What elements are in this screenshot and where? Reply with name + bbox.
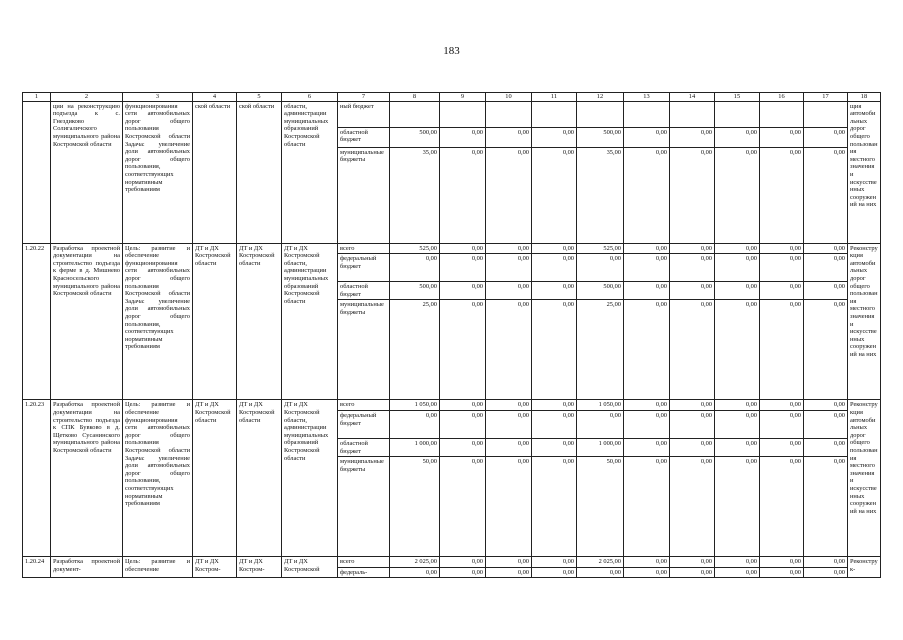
amount-cell: 0,00 [486, 243, 532, 254]
amount-cell: 0,00 [486, 557, 532, 568]
amount-cell: 500,00 [577, 282, 624, 300]
amount-cell: 1 050,00 [390, 400, 440, 411]
amount-cell: 0,00 [532, 567, 577, 578]
amount-cell: 0,00 [804, 147, 848, 243]
responsible-cell: ДТ и ДХ Костромской области [193, 400, 237, 557]
goal-task-cell: Цель: развитие и обеспечение функционирования сети автомобильных дорог общего пользования Костромской области Задача: увеличение доли автомобильных дорог общего пользования, соответствующих нормативным требованиям [123, 400, 193, 557]
amount-cell: 0,00 [715, 282, 760, 300]
amount-cell: 500,00 [390, 127, 440, 147]
table-row [23, 557, 881, 568]
column-number-18: 18 [848, 93, 881, 102]
column-number-9: 9 [440, 93, 486, 102]
funding-source-cell: областной бюджет [338, 282, 390, 300]
amount-cell: 0,00 [760, 400, 804, 411]
amount-cell: 0,00 [486, 147, 532, 243]
amount-cell: 0,00 [715, 557, 760, 568]
amount-cell: 0,00 [486, 282, 532, 300]
funding-source-cell: всего [338, 557, 390, 568]
recipient-cell: ДТ и ДХ Костромской области, администрации муниципальных образований Костромской области [282, 243, 338, 400]
amount-cell: 0,00 [440, 567, 486, 578]
amount-cell: 0,00 [486, 127, 532, 147]
amount-cell [804, 101, 848, 127]
column-number-15: 15 [715, 93, 760, 102]
amount-cell: 1 050,00 [577, 400, 624, 411]
amount-cell: 0,00 [760, 254, 804, 282]
amount-cell: 0,00 [760, 567, 804, 578]
amount-cell: 0,00 [804, 243, 848, 254]
item-number-cell: 1.20.24 [23, 557, 51, 578]
amount-cell: 0,00 [760, 557, 804, 568]
item-number-cell: 1.20.23 [23, 400, 51, 557]
funding-source-cell: муниципальные бюджеты [338, 147, 390, 243]
goal-task-cell: Цель: развитие и обеспечение функционирования сети автомобильных дорог общего пользования Костромской области Задача: увеличение доли автомобильных дорог общего пользования, соответствующих нормативным требованиям [123, 243, 193, 400]
amount-cell: 0,00 [670, 127, 715, 147]
amount-cell: 0,00 [440, 400, 486, 411]
column-number-7: 7 [338, 93, 390, 102]
result-cell: Реконструк- [848, 557, 881, 578]
funding-source-cell: муниципальные бюджеты [338, 457, 390, 557]
amount-cell: 0,00 [486, 457, 532, 557]
column-number-12: 12 [577, 93, 624, 102]
amount-cell: 0,00 [440, 457, 486, 557]
executor-cell: ской области [237, 101, 282, 243]
column-number-5: 5 [237, 93, 282, 102]
program-activities-table [22, 92, 881, 578]
amount-cell: 0,00 [760, 147, 804, 243]
column-number-6: 6 [282, 93, 338, 102]
amount-cell: 0,00 [624, 410, 670, 438]
funding-source-cell: областной бюджет [338, 127, 390, 147]
funding-source-cell: федеральный бюджет [338, 410, 390, 438]
activity-name-cell: Разработка проектной документации на строительство подъезда к ферме в д. Мишнево Красносельского муниципального района Костромской области [51, 243, 123, 400]
item-number-cell: 1.20.22 [23, 243, 51, 400]
amount-cell: 0,00 [532, 557, 577, 568]
amount-cell: 0,00 [624, 300, 670, 400]
amount-cell: 0,00 [624, 282, 670, 300]
amount-cell: 0,00 [715, 147, 760, 243]
amount-cell: 0,00 [670, 557, 715, 568]
amount-cell: 50,00 [577, 457, 624, 557]
amount-cell: 0,00 [440, 282, 486, 300]
column-number-11: 11 [532, 93, 577, 102]
amount-cell: 0,00 [486, 254, 532, 282]
amount-cell: 0,00 [760, 438, 804, 456]
amount-cell: 0,00 [670, 438, 715, 456]
column-number-8: 8 [390, 93, 440, 102]
amount-cell: 0,00 [715, 457, 760, 557]
amount-cell: 0,00 [715, 300, 760, 400]
amount-cell: 0,00 [532, 254, 577, 282]
amount-cell: 0,00 [440, 243, 486, 254]
continuation-row [23, 101, 881, 127]
amount-cell: 0,00 [760, 410, 804, 438]
funding-source-cell: муниципальные бюджеты [338, 300, 390, 400]
recipient-cell: ДТ и ДХ Костромской [282, 557, 338, 578]
amount-cell: 0,00 [670, 300, 715, 400]
amount-cell: 0,00 [624, 243, 670, 254]
amount-cell: 0,00 [532, 438, 577, 456]
result-cell: щия автомобильных дорог общего пользования местного значения и искусственных сооружений на них [848, 101, 881, 243]
amount-cell: 0,00 [804, 457, 848, 557]
amount-cell: 2 025,00 [577, 557, 624, 568]
amount-cell: 0,00 [804, 254, 848, 282]
executor-cell: ДТ и ДХ Костромской области [237, 243, 282, 400]
amount-cell: 0,00 [486, 567, 532, 578]
amount-cell: 0,00 [532, 457, 577, 557]
amount-cell [624, 101, 670, 127]
amount-cell: 0,00 [486, 300, 532, 400]
amount-cell: 0,00 [577, 254, 624, 282]
amount-cell: 0,00 [486, 438, 532, 456]
amount-cell: 0,00 [760, 243, 804, 254]
result-cell: Реконструкция автомобильных дорог общего пользования местного значения и искусственных сооружений на них [848, 400, 881, 557]
responsible-cell: ДТ и ДХ Костромской области [193, 243, 237, 400]
responsible-cell: ДТ и ДХ Костром- [193, 557, 237, 578]
executor-cell: ДТ и ДХ Костром- [237, 557, 282, 578]
amount-cell: 0,00 [804, 438, 848, 456]
amount-cell [715, 101, 760, 127]
amount-cell: 1 000,00 [577, 438, 624, 456]
funding-source-cell: федеральный бюджет [338, 254, 390, 282]
amount-cell: 0,00 [715, 410, 760, 438]
page-number: 183 [443, 45, 460, 57]
amount-cell: 0,00 [532, 127, 577, 147]
amount-cell [390, 101, 440, 127]
column-number-16: 16 [760, 93, 804, 102]
table-row [23, 243, 881, 254]
amount-cell: 0,00 [760, 457, 804, 557]
amount-cell [670, 101, 715, 127]
amount-cell: 25,00 [577, 300, 624, 400]
amount-cell: 1 000,00 [390, 438, 440, 456]
amount-cell: 0,00 [440, 127, 486, 147]
amount-cell: 0,00 [577, 410, 624, 438]
amount-cell: 525,00 [577, 243, 624, 254]
amount-cell [532, 101, 577, 127]
column-number-10: 10 [486, 93, 532, 102]
amount-cell: 25,00 [390, 300, 440, 400]
amount-cell: 0,00 [390, 254, 440, 282]
amount-cell: 0,00 [715, 438, 760, 456]
column-number-row [23, 93, 881, 102]
amount-cell: 500,00 [390, 282, 440, 300]
amount-cell: 0,00 [440, 557, 486, 568]
amount-cell: 0,00 [440, 300, 486, 400]
amount-cell: 35,00 [390, 147, 440, 243]
amount-cell: 0,00 [532, 243, 577, 254]
amount-cell: 0,00 [804, 557, 848, 568]
amount-cell: 525,00 [390, 243, 440, 254]
funding-source-cell: областной бюджет [338, 438, 390, 456]
amount-cell: 0,00 [670, 457, 715, 557]
amount-cell: 0,00 [624, 127, 670, 147]
amount-cell: 0,00 [670, 567, 715, 578]
amount-cell: 0,00 [390, 410, 440, 438]
table-row [23, 400, 881, 411]
amount-cell: 0,00 [804, 567, 848, 578]
amount-cell: 0,00 [440, 254, 486, 282]
amount-cell: 0,00 [670, 282, 715, 300]
amount-cell: 500,00 [577, 127, 624, 147]
amount-cell: 0,00 [624, 557, 670, 568]
amount-cell: 0,00 [440, 438, 486, 456]
activity-name-cell: Разработка проектной документ- [51, 557, 123, 578]
amount-cell: 35,00 [577, 147, 624, 243]
column-number-14: 14 [670, 93, 715, 102]
column-number-13: 13 [624, 93, 670, 102]
amount-cell: 0,00 [486, 410, 532, 438]
amount-cell [760, 101, 804, 127]
amount-cell: 0,00 [532, 282, 577, 300]
amount-cell: 0,00 [532, 147, 577, 243]
executor-cell: ДТ и ДХ Костромской области [237, 400, 282, 557]
amount-cell: 0,00 [804, 282, 848, 300]
amount-cell: 0,00 [624, 400, 670, 411]
amount-cell: 0,00 [532, 300, 577, 400]
recipient-cell: области, администрации муниципальных образований Костромской области [282, 101, 338, 243]
amount-cell: 0,00 [804, 300, 848, 400]
amount-cell: 0,00 [440, 147, 486, 243]
amount-cell: 0,00 [624, 457, 670, 557]
funding-source-cell: всего [338, 400, 390, 411]
amount-cell: 0,00 [715, 254, 760, 282]
amount-cell [440, 101, 486, 127]
amount-cell: 0,00 [670, 254, 715, 282]
amount-cell: 0,00 [804, 127, 848, 147]
amount-cell: 0,00 [390, 567, 440, 578]
amount-cell: 0,00 [486, 400, 532, 411]
result-cell: Реконструкция автомобильных дорог общего пользования местного значения и искусственных сооружений на них [848, 243, 881, 400]
column-number-17: 17 [804, 93, 848, 102]
amount-cell: 0,00 [715, 243, 760, 254]
funding-source-cell: ный бюджет [338, 101, 390, 127]
responsible-cell: ской области [193, 101, 237, 243]
amount-cell: 0,00 [624, 438, 670, 456]
goal-task-cell: Цель: развитие и обеспечение [123, 557, 193, 578]
amount-cell: 0,00 [715, 567, 760, 578]
column-number-1: 1 [23, 93, 51, 102]
amount-cell: 0,00 [440, 410, 486, 438]
amount-cell: 0,00 [804, 410, 848, 438]
amount-cell [577, 101, 624, 127]
column-number-4: 4 [193, 93, 237, 102]
recipient-cell: ДТ и ДХ Костромской области, администрации муниципальных образований Костромской области [282, 400, 338, 557]
amount-cell: 0,00 [760, 127, 804, 147]
amount-cell: 0,00 [760, 282, 804, 300]
amount-cell: 50,00 [390, 457, 440, 557]
goal-task-cell: функционирования сети автомобильных дорог общего пользования Костромской области Задача: увеличение доли автомобильных дорог общего пользования, соответствующих нормативным требованиям [123, 101, 193, 243]
amount-cell: 0,00 [532, 410, 577, 438]
activity-name-cell: ции на реконструкцию подъезда к с. Гнездиково Солигаличского муниципального района Костромской области [51, 101, 123, 243]
amount-cell: 0,00 [624, 147, 670, 243]
column-number-2: 2 [51, 93, 123, 102]
funding-source-cell: федераль- [338, 567, 390, 578]
amount-cell: 0,00 [670, 147, 715, 243]
amount-cell: 0,00 [670, 243, 715, 254]
amount-cell: 0,00 [804, 400, 848, 411]
amount-cell: 0,00 [577, 567, 624, 578]
item-number-cell [23, 101, 51, 243]
amount-cell: 0,00 [715, 400, 760, 411]
amount-cell: 0,00 [532, 400, 577, 411]
amount-cell: 2 025,00 [390, 557, 440, 568]
amount-cell: 0,00 [624, 567, 670, 578]
amount-cell: 0,00 [624, 254, 670, 282]
column-number-3: 3 [123, 93, 193, 102]
activity-name-cell: Разработка проектной документации на строительство подъезда к СПК Бувково в д. Щетково Сусанинского муниципального района Костромской области [51, 400, 123, 557]
amount-cell: 0,00 [715, 127, 760, 147]
amount-cell: 0,00 [670, 400, 715, 411]
amount-cell: 0,00 [760, 300, 804, 400]
funding-source-cell: всего [338, 243, 390, 254]
amount-cell: 0,00 [670, 410, 715, 438]
amount-cell [486, 101, 532, 127]
